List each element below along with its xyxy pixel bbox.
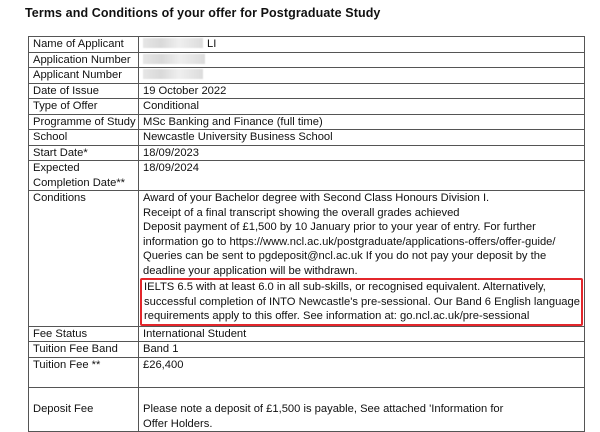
row-label: Date of Issue [29, 83, 139, 99]
table-row-start-date [29, 145, 585, 161]
table-row-applicant-number [29, 68, 585, 84]
deposit-line: Offer Holders. [143, 417, 213, 430]
table-row-deposit-fee [29, 387, 585, 432]
condition-line: Receipt of a final transcript showing the overall grades achieved [143, 206, 460, 219]
blank-line [33, 388, 134, 403]
row-label [29, 161, 139, 191]
table-row-type-of-offer [29, 99, 585, 115]
row-label: Tuition Fee ** [29, 357, 139, 387]
row-label: Start Date* [29, 145, 139, 161]
row-label: Application Number [29, 52, 139, 68]
row-value: MSc Banking and Finance (full time) [139, 114, 585, 130]
row-value [139, 387, 585, 432]
condition-line: Deposit payment of £1,500 by 10 January prior to your year of entry. For further [143, 221, 536, 233]
condition-line: Award of your Bachelor degree with Second Class Honours Division I. [143, 192, 490, 204]
row-value [139, 37, 585, 53]
row-value [139, 191, 585, 327]
row-value [139, 357, 585, 387]
tuition-amount: £26,400 [143, 358, 184, 371]
row-value [139, 52, 585, 68]
table-row-programme [29, 114, 585, 130]
condition-line: deadline your application will be withdrawn. [143, 264, 358, 277]
label-line: Expected [33, 162, 80, 174]
row-label: School [29, 130, 139, 146]
table-row-fee-status [29, 326, 585, 342]
table-row-application-number [29, 52, 585, 68]
label-line: Completion Date** [33, 176, 126, 189]
applicant-name: LI [207, 38, 217, 50]
row-label: Fee Status [29, 326, 139, 342]
blank-line [143, 388, 580, 403]
row-label: Type of Offer [29, 99, 139, 115]
table-row-fee-band [29, 342, 585, 358]
row-value [139, 68, 585, 84]
offer-terms-table [28, 36, 585, 432]
deposit-line: Please note a deposit of £1,500 is payable, See attached 'Information for [143, 403, 504, 415]
row-label: Conditions [29, 191, 139, 327]
redacted-text [143, 54, 205, 64]
blank-line [143, 372, 580, 387]
table-row-expected-completion [29, 161, 585, 191]
table-row-name [29, 37, 585, 53]
table-row-conditions [29, 191, 585, 327]
table-row-tuition-fee [29, 357, 585, 387]
table-row-date-of-issue [29, 83, 585, 99]
row-label [29, 387, 139, 432]
row-value: 19 October 2022 [139, 83, 585, 99]
table-row-school [29, 130, 585, 146]
condition-line: information go to https://www.ncl.ac.uk/postgraduate/applications-offers/offer-guide/ [143, 235, 556, 248]
row-value: Band 1 [139, 342, 585, 358]
deposit-label: Deposit Fee [33, 403, 94, 415]
row-label: Applicant Number [29, 68, 139, 84]
condition-line: IELTS 6.5 with at least 6.0 in all sub-skills, or recognised equivalent. Alternatively, [144, 281, 546, 293]
english-requirement-highlight [140, 278, 583, 326]
redacted-text [143, 38, 203, 48]
page-title: Terms and Conditions of your offer for Postgraduate Study [25, 6, 381, 20]
row-label: Tuition Fee Band [29, 342, 139, 358]
redacted-text [143, 69, 203, 79]
row-value: 18/09/2024 [139, 161, 585, 191]
row-value: Conditional [139, 99, 585, 115]
row-value: International Student [139, 326, 585, 342]
row-label: Name of Applicant [29, 37, 139, 53]
row-value: Newcastle University Business School [139, 130, 585, 146]
condition-line: requirements apply to this offer. See information at: go.ncl.ac.uk/pre-sessional [144, 310, 530, 322]
condition-line: Queries can be sent to pgdeposit@ncl.ac.uk If you do not pay your deposit by the [143, 250, 547, 262]
row-value: 18/09/2023 [139, 145, 585, 161]
row-label: Programme of Study [29, 114, 139, 130]
condition-line: successful completion of INTO Newcastle's pre-sessional. Our Band 6 English language [144, 295, 580, 308]
